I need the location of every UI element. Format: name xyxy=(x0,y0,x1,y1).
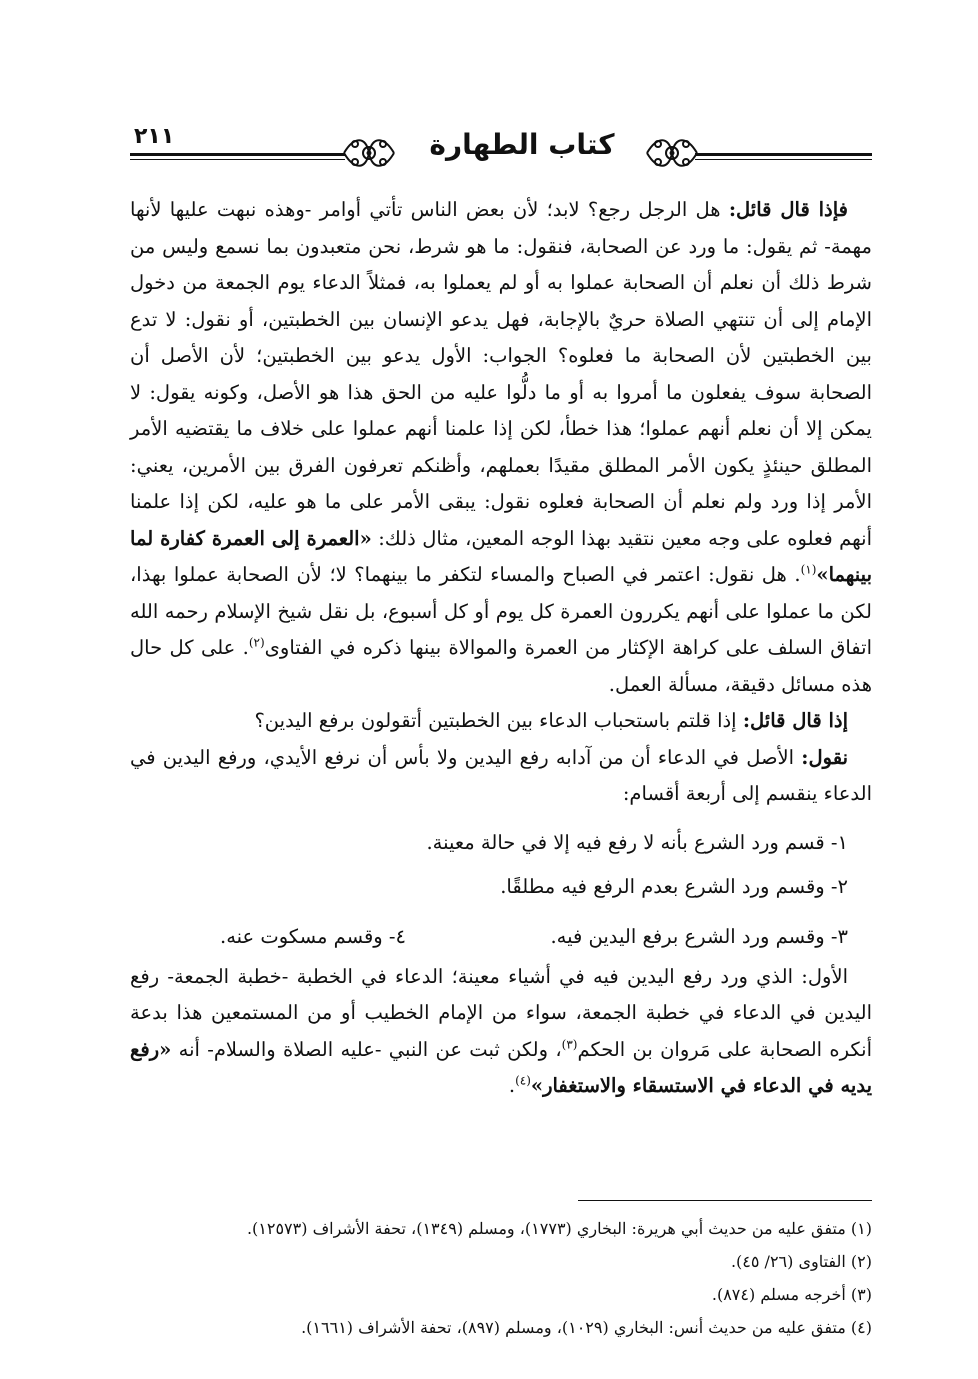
page-header xyxy=(130,122,872,182)
paragraph-4 xyxy=(130,959,872,1105)
footnote-ref-2[interactable]: (٢) xyxy=(248,635,265,650)
paragraph-2 xyxy=(130,703,872,740)
question-lead: فإذا قال قائل: xyxy=(728,198,849,221)
paragraph-4-end: . xyxy=(508,1074,516,1097)
footnote-ref-3[interactable]: (٣) xyxy=(561,1037,578,1051)
footnote-divider xyxy=(578,1200,872,1201)
footnote-1: (١) متفق عليه من حديث أبي هريرة: البخاري (١٧٧٣)، ومسلم (١٣٤٩)، تحفة الأشراف (١٢٥٧٣). xyxy=(246,1219,872,1238)
ornament-right-icon xyxy=(643,130,701,176)
list-item-4: ٤- وقسم مسكوت عنه. xyxy=(220,924,406,948)
paragraph-1 xyxy=(130,192,872,703)
list-item: ١- قسم ورد الشرع بأنه لا رفع فيه إلا في حالة معينة. xyxy=(426,830,848,854)
footnote-2: (٢) الفتاوى (٢٦/ ٤٥). xyxy=(730,1252,872,1271)
page-number: ٢١١ xyxy=(134,124,175,149)
list-item-3: ٣- وقسم ورد الشرع برفع اليدين فيه. xyxy=(550,924,848,948)
paragraph-1-text-a: هل الرجل رجع؟ لابد؛ لأن بعض الناس تأتي أوامر -وهذه نبهت عليها لأنها مهمة- ثم يقول: ما ورد عن الصحابة، فنقول: ما هو شرط، نحن متعبدون بما نسمع وليس من شرط ذلك أن نعلم أن الصحابة عملوا به أو لم يعملوا به، فمثلاً الدعاء يوم الجمعة من دخول الإمام إلى أن تنتهي الصلاة حريٌ بالإجابة، فهل يدعو الإنسان بين الخطبتين، أو نقول: لا تدع بين الخطبتين لأن الصحابة ما فعلوه؟ الجواب: الأول يدعو بين الخطبتين؛ لأن الأصل أن الصحابة سوف يفعلون ما أمروا به أو ما دلُّوا عليه من الحق هذا هو الأصل، وكونه يقول: لا يمكن إلا أن نعلم أنهم عملوا؛ هذا خطأ، لكن إذا علمنا أنهم عملوا على خلاف ما يقتضيه الأمر المطلق حينئذٍ يكون الأمر المطلق مقيدًا بعملهم، وأظنكم تعرفون الفرق بين الأمرين، يعني: الأمر إذا ورد ولم نعلم أن الصحابة فعلوه نقول: يبقى الأمر على ما هو عليه، لكن إذا علمنا أنهم فعلوه على وجه معين نتقيد بهذا الوجه المعين، مثال ذلك: xyxy=(130,198,872,550)
paragraph-1-text-c: . على كل حال هذه مسائل دقيقة، مسألة العمل. xyxy=(130,636,872,696)
main-text xyxy=(130,192,872,1105)
paragraph-3-text: الأصل في الدعاء أن من آدابه رفع اليدين ولا بأس أن نرفع الأيدي، ورفع اليدين في الدعاء ينقسم إلى أربعة أقسام: xyxy=(130,745,872,805)
header-rule-left xyxy=(130,153,345,156)
footnotes xyxy=(130,1212,872,1344)
hadith-quote-1: «العمرة إلى العمرة كفارة لما بينهما» xyxy=(130,526,872,586)
paragraph-4-text-b: ، ولكن ثبت عن النبي -عليه الصلاة والسلام- أنه xyxy=(171,1037,562,1061)
answer-lead: نقول: xyxy=(801,745,848,769)
footnote-ref-4[interactable]: (٤) xyxy=(515,1073,531,1088)
list-row-pair xyxy=(130,915,872,959)
book-title: كتاب الطهارة xyxy=(429,128,615,161)
paragraph-2-text: إذا قلتم باستحباب الدعاء بين الخطبتين أتقولون برفع اليدين؟ xyxy=(254,709,743,732)
question-lead-2: إذا قال قائل: xyxy=(742,709,848,732)
paragraph-1-text-b: . هل نقول: اعتمر في الصباح والمساء لتكفر ما بينهما؟ لا؛ لأن الصحابة عملوا بهذا، لكن ما عملوا على أنهم يكررون العمرة كل يوم أو كل أسبوع، بل نقل شيخ الإسلام رحمه الله اتفاق السلف على كراهة الإكثار من العمرة والموالاة بينها ذكره في الفتاوى xyxy=(130,563,872,659)
footnote-4: (٤) متفق عليه من حديث أنس: البخاري (١٠٢٩)، ومسلم (٨٩٧)، تحفة الأشراف (١٦٦١). xyxy=(301,1318,872,1337)
list-item: ٢- وقسم ورد الشرع بعدم الرفع فيه مطلقًا. xyxy=(500,874,848,898)
paragraph-3 xyxy=(130,740,872,813)
footnote-3: (٣) أخرجه مسلم (٨٧٤). xyxy=(711,1285,872,1304)
paragraph-4-text-a: الأول: الذي ورد رفع اليدين فيه في أشياء معينة؛ الدعاء في الخطبة -خطبة الجمعة- رفع اليدين في الدعاء في خطبة الجمعة، سواء من الإمام الخطيب أو من المستمعين هذا بدعة أنكره الصحابة على مَروان بن الحكم xyxy=(130,964,872,1061)
header-rule-right xyxy=(695,153,872,156)
categories-list xyxy=(130,821,872,909)
ornament-left-icon xyxy=(340,130,398,176)
hadith-quote-2: «رفع يديه في الدعاء في الاستسقاء والاستغفار» xyxy=(130,1037,872,1097)
footnote-ref-1[interactable]: (١) xyxy=(800,562,817,577)
